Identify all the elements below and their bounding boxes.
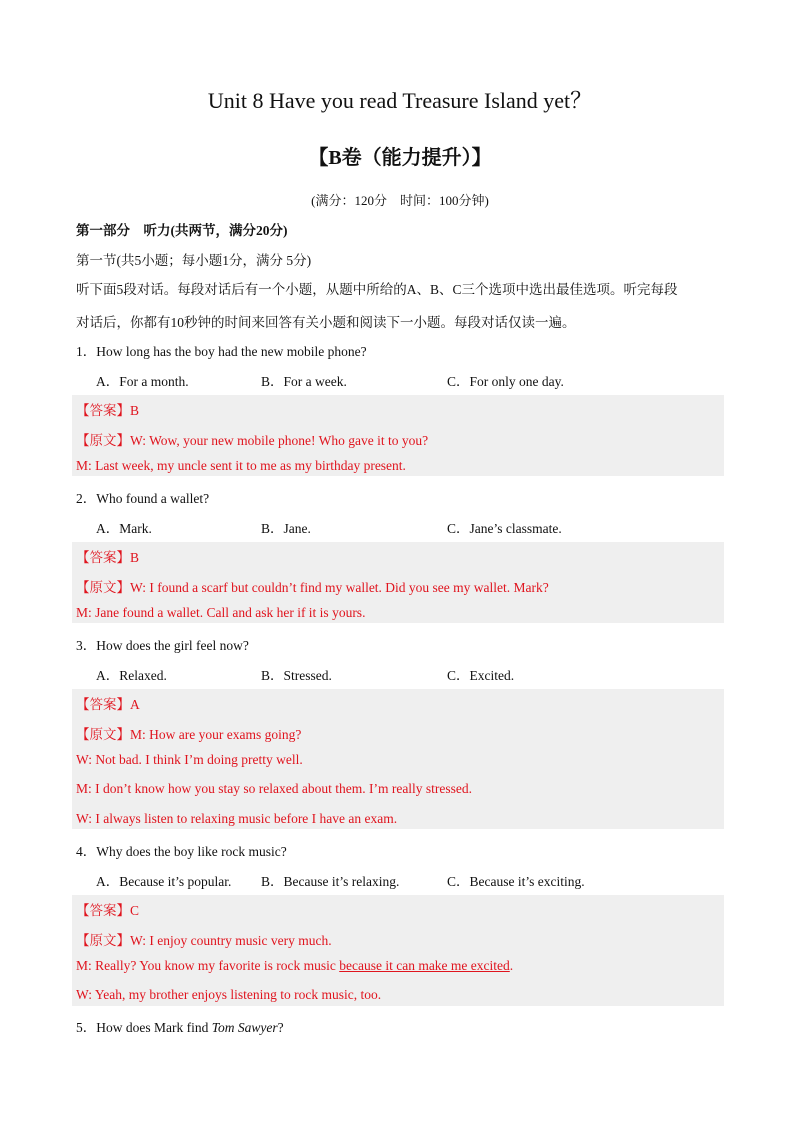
question-4-stem: 4．Why does the boy like rock music? (76, 844, 287, 859)
question-1-option-b: B．For a week. (261, 374, 347, 389)
question-3-stem: 3．How does the girl feel now? (76, 638, 249, 653)
question-2-answer: 【答案】B (76, 550, 140, 565)
question-3-option-b: B．Stressed. (261, 668, 332, 683)
question-4-transcript-line: 【原文】W: I enjoy country music very much. (76, 933, 332, 948)
transcript-text: M: Really? You know my favorite is rock music (76, 958, 340, 973)
question-3-option-c: C．Excited. (447, 668, 515, 683)
question-4-option-a: A．Because it’s popular. (96, 874, 232, 889)
question-4-option-b: B．Because it’s relaxing. (261, 874, 400, 889)
section1-heading: 第一节(共5小题；每小题1分，满分 5分) (76, 253, 312, 268)
question-1-transcript-line: 【原文】W: Wow, your new mobile phone! Who gave it to you? (76, 433, 429, 448)
question-2-option-c: C．Jane’s classmate. (447, 521, 562, 536)
question-3-transcript-line: W: Not bad. I think I’m doing pretty well. (76, 752, 303, 767)
question-3-transcript-line: 【原文】M: How are your exams going? (76, 727, 302, 742)
question-2-option-b: B．Jane. (261, 521, 311, 536)
instructions-line-2: 对话后，你都有10秒钟的时间来回答有关小题和阅读下一小题。每段对话仅读一遍。 (76, 315, 576, 330)
document-subtitle: 【B卷（能力提升）】 (308, 147, 492, 169)
question-3-transcript-line: W: I always listen to relaxing music before I have an exam. (76, 811, 398, 826)
question-5-text: ? (277, 1020, 284, 1035)
question-1-answer: 【答案】B (76, 403, 140, 418)
question-4-answer: 【答案】C (76, 903, 140, 918)
instructions-line-1: 听下面5段对话。每段对话后有一个小题，从题中所给的A、B、C三个选项中选出最佳选项。听完每段 (76, 282, 678, 297)
score-time-line: (满分：120分 时间：100分钟) (311, 193, 489, 208)
question-2-transcript-line: M: Jane found a wallet. Call and ask her if it is yours. (76, 605, 366, 620)
question-5-stem (76, 1016, 284, 1036)
question-1-stem: 1．How long has the boy had the new mobile phone? (76, 344, 367, 359)
question-1-option-a: A．For a month. (96, 374, 189, 389)
question-2-stem: 2．Who found a wallet? (76, 491, 210, 506)
part1-heading: 第一部分 听力(共两节，满分20分) (76, 223, 288, 238)
question-5-text: 5．How does Mark find (76, 1020, 212, 1035)
question-3-answer: 【答案】A (76, 697, 140, 712)
underlined-answer-phrase: because it can make me excited (339, 958, 510, 973)
question-2-transcript-line: 【原文】W: I found a scarf but couldn’t find my wallet. Did you see my wallet. Mark? (76, 580, 549, 595)
question-3-transcript-line: M: I don’t know how you stay so relaxed about them. I’m really stressed. (76, 781, 473, 796)
question-1-option-c: C．For only one day. (447, 374, 564, 389)
document-title: Unit 8 Have you read Treasure Island yet？ (207, 88, 593, 113)
question-4-transcript-line (76, 958, 513, 974)
transcript-text: . (509, 958, 514, 973)
question-2-option-a: A．Mark. (96, 521, 152, 536)
question-1-transcript-line: M: Last week, my uncle sent it to me as my birthday present. (76, 458, 406, 473)
question-4-option-c: C．Because it’s exciting. (447, 874, 585, 889)
question-4-transcript-line: W: Yeah, my brother enjoys listening to rock music, too. (76, 987, 382, 1002)
question-3-option-a: A．Relaxed. (96, 668, 167, 683)
book-title: Tom Sawyer (211, 1020, 278, 1035)
